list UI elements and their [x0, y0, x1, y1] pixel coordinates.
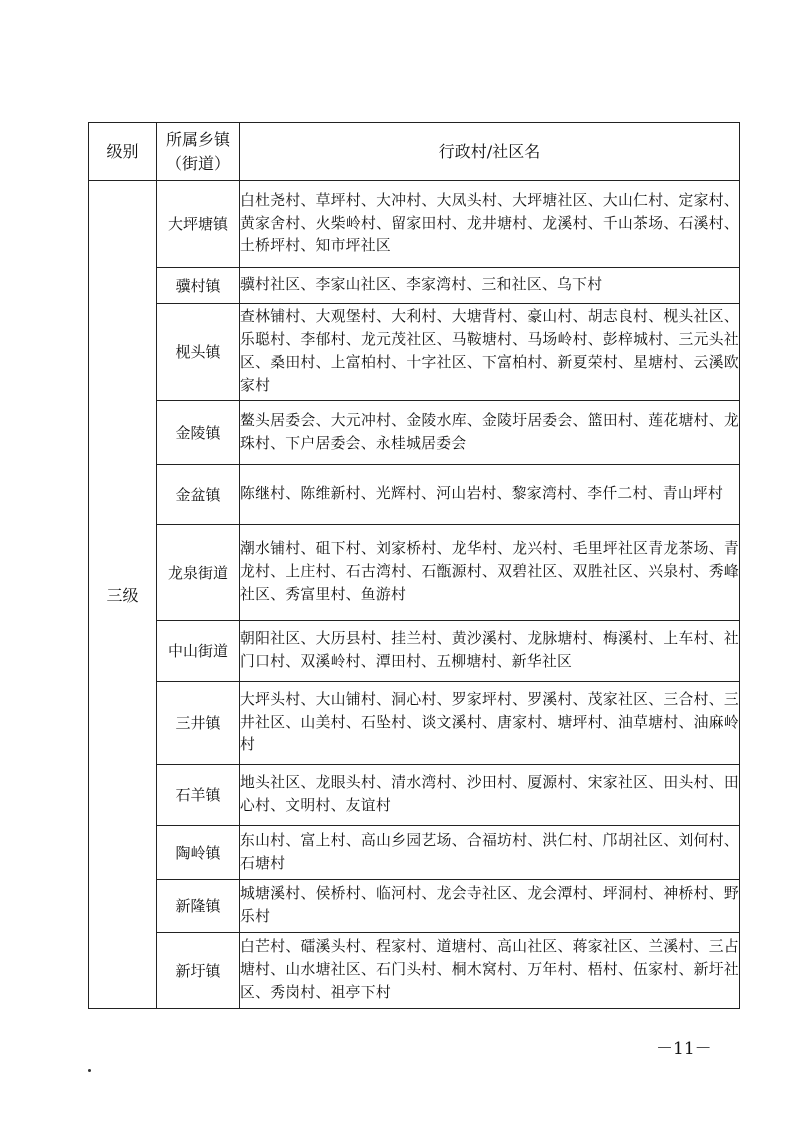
town-cell: 枧头镇 [157, 304, 240, 401]
village-cell: 朝阳社区、大历县村、挂兰村、黄沙溪村、龙脉塘村、梅溪村、上车村、社门口村、双溪岭村、潭田村、五柳塘村、新华社区 [240, 621, 740, 682]
village-cell: 白杜尧村、草坪村、大冲村、大凤头村、大坪塘社区、大山仁村、定家村、黄家舍村、火柴岭村、留家田村、龙井塘村、龙溪村、千山茶场、石溪村、土桥坪村、知市坪社区 [240, 181, 740, 268]
town-cell: 中山街道 [157, 621, 240, 682]
village-cell: 陈继村、陈维新村、光辉村、河山岩村、黎家湾村、李仟二村、青山坪村 [240, 465, 740, 525]
table-row [89, 826, 740, 880]
table-row [89, 401, 740, 465]
table-row [89, 268, 740, 304]
table-header-row [89, 123, 740, 181]
town-cell: 大坪塘镇 [157, 181, 240, 268]
table-row [89, 933, 740, 1009]
town-cell: 骥村镇 [157, 268, 240, 304]
table-row [89, 181, 740, 268]
town-cell: 石羊镇 [157, 765, 240, 826]
table-row [89, 304, 740, 401]
village-cell: 白芒村、礌溪头村、程家村、道塘村、高山社区、蒋家社区、兰溪村、三占塘村、山水塘社区、石门头村、桐木窝村、万年村、梧村、伍家村、新圩社区、秀岗村、祖亭下村 [240, 933, 740, 1009]
page-number: －11－ [656, 1039, 712, 1059]
town-cell: 陶岭镇 [157, 826, 240, 880]
header-villages: 行政村/社区名 [240, 123, 740, 181]
town-cell: 金陵镇 [157, 401, 240, 465]
village-cell: 地头社区、龙眼头村、清水湾村、沙田村、厦源村、宋家社区、田头村、田心村、文明村、友谊村 [240, 765, 740, 826]
village-cell: 东山村、富上村、高山乡园艺场、合福坊村、洪仁村、邝胡社区、刘何村、石塘村 [240, 826, 740, 880]
town-cell: 金盆镇 [157, 465, 240, 525]
village-cell: 潮水铺村、砠下村、刘家桥村、龙华村、龙兴村、毛里坪社区青龙茶场、青龙村、上庄村、石古湾村、石甑源村、双碧社区、双胜社区、兴泉村、秀峰社区、秀富里村、鱼游村 [240, 525, 740, 621]
table-row [89, 465, 740, 525]
town-cell: 新隆镇 [157, 880, 240, 933]
table-row [89, 621, 740, 682]
village-cell: 骥村社区、李家山社区、李家湾村、三和社区、乌下村 [240, 268, 740, 304]
header-town-line2: （街道） [165, 153, 230, 173]
town-cell: 新圩镇 [157, 933, 240, 1009]
table-row [89, 682, 740, 765]
level-cell: 三级 [89, 181, 157, 1009]
village-cell: 查林铺村、大观堡村、大利村、大塘背村、豪山村、胡志良村、枧头社区、乐聪村、李郁村、龙元茂社区、马鞍塘村、马场岭村、彭梓城村、三元头社区、桑田村、上富柏村、十字社区、下富柏村、新夏荣村、星塘村、云溪欧家村 [240, 304, 740, 401]
scan-speck [88, 1069, 91, 1072]
header-level: 级别 [89, 123, 157, 181]
header-town [157, 123, 240, 181]
village-cell: 大坪头村、大山铺村、洞心村、罗家坪村、罗溪村、茂家社区、三合村、三井社区、山美村、石坠村、谈文溪村、唐家村、塘坪村、油草塘村、油麻岭村 [240, 682, 740, 765]
town-cell: 三井镇 [157, 682, 240, 765]
village-cell: 鳌头居委会、大元冲村、金陵水库、金陵圩居委会、篮田村、莲花塘村、龙珠村、下户居委会、永桂城居委会 [240, 401, 740, 465]
village-table [88, 122, 740, 1009]
table-row [89, 765, 740, 826]
table-row [89, 880, 740, 933]
village-cell: 城塘溪村、侯桥村、临河村、龙会寺社区、龙会潭村、坪洞村、神桥村、野乐村 [240, 880, 740, 933]
header-town-line1: 所属乡镇 [165, 129, 230, 149]
table-row [89, 525, 740, 621]
town-cell: 龙泉街道 [157, 525, 240, 621]
